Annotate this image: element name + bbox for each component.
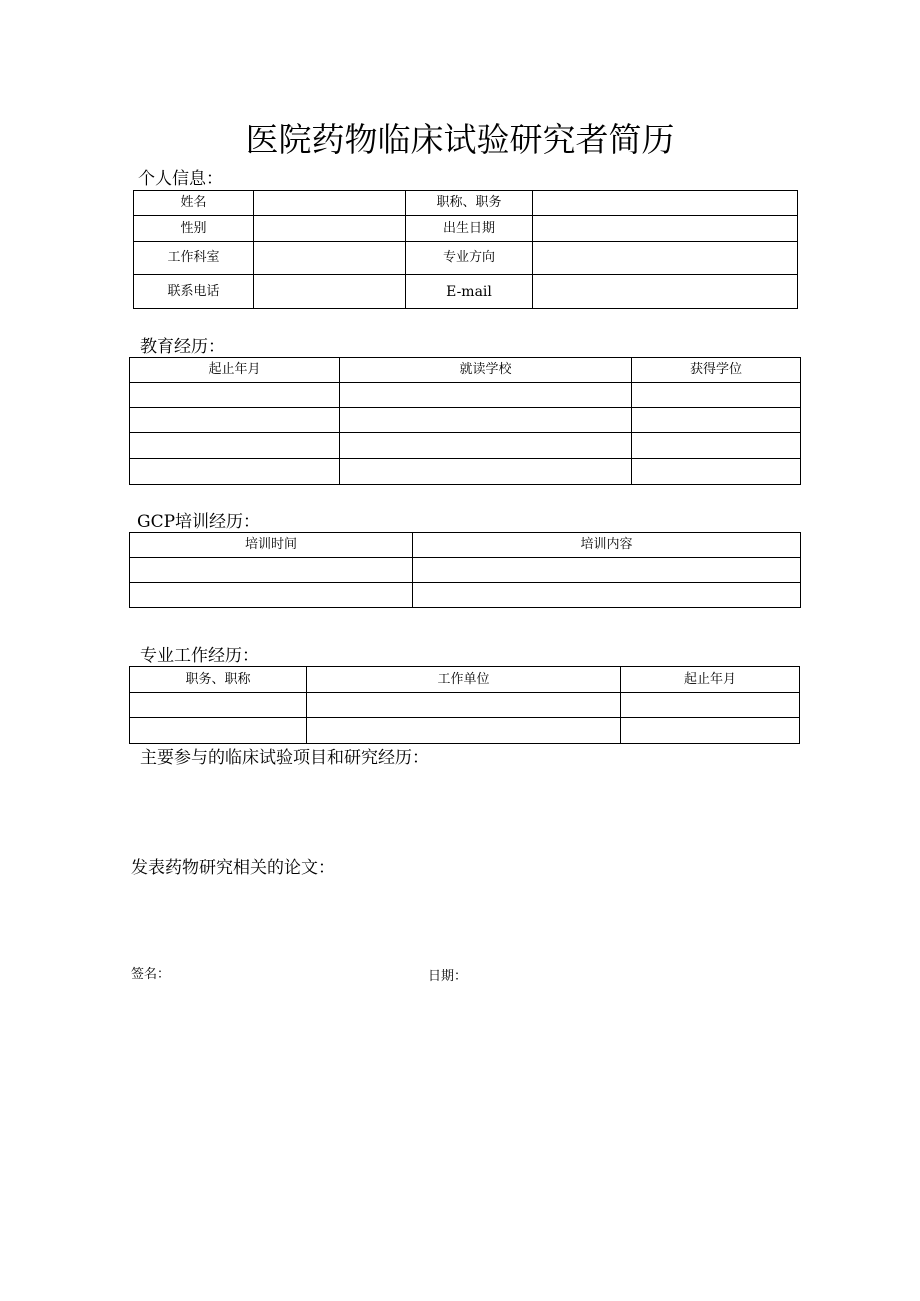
table-cell[interactable] (340, 433, 632, 459)
table-header-row (130, 358, 801, 383)
table-cell[interactable] (413, 583, 801, 608)
table-cell[interactable] (130, 558, 413, 583)
table-cell[interactable] (340, 383, 632, 408)
department-label: 工作科室 (134, 242, 254, 275)
table-cell[interactable] (130, 383, 340, 408)
specialty-field[interactable] (533, 242, 798, 275)
email-field[interactable] (533, 275, 798, 309)
name-label: 姓名 (134, 191, 254, 216)
table-cell[interactable] (632, 459, 801, 485)
column-header: 培训内容 (413, 533, 801, 558)
title-position-label: 职称、职务 (406, 191, 533, 216)
table-row (134, 275, 798, 309)
column-header: 就读学校 (340, 358, 632, 383)
column-header: 起止年月 (130, 358, 340, 383)
table-cell[interactable] (307, 693, 621, 718)
table-cell[interactable] (621, 693, 800, 718)
table-cell[interactable] (130, 459, 340, 485)
table-cell[interactable] (340, 408, 632, 433)
table-cell[interactable] (130, 693, 307, 718)
personal-info-heading: 个人信息： (138, 169, 223, 189)
table-cell[interactable] (413, 558, 801, 583)
table-cell[interactable] (632, 383, 801, 408)
table-row (130, 459, 801, 485)
table-cell[interactable] (130, 718, 307, 744)
table-row (130, 718, 800, 744)
table-row (134, 216, 798, 242)
birth-date-field[interactable] (533, 216, 798, 242)
column-header: 起止年月 (621, 667, 800, 693)
page-title: 医院药物临床试验研究者简历 (245, 120, 675, 159)
table-cell[interactable] (632, 408, 801, 433)
email-label: E-mail (406, 275, 533, 309)
table-row (130, 408, 801, 433)
table-cell[interactable] (621, 718, 800, 744)
department-field[interactable] (254, 242, 406, 275)
work-table (129, 666, 800, 744)
table-cell[interactable] (632, 433, 801, 459)
table-cell[interactable] (130, 433, 340, 459)
table-row (130, 583, 801, 608)
table-cell[interactable] (307, 718, 621, 744)
column-header: 工作单位 (307, 667, 621, 693)
table-cell[interactable] (340, 459, 632, 485)
title-position-field[interactable] (533, 191, 798, 216)
papers-heading: 发表药物研究相关的论文： (131, 858, 335, 878)
phone-field[interactable] (254, 275, 406, 309)
work-heading: 专业工作经历： (140, 646, 259, 666)
personal-info-table (133, 190, 798, 309)
gender-field[interactable] (254, 216, 406, 242)
gender-label: 性别 (134, 216, 254, 242)
gcp-table (129, 532, 801, 608)
table-row (130, 558, 801, 583)
column-header: 职务、职称 (130, 667, 307, 693)
name-field[interactable] (254, 191, 406, 216)
projects-heading: 主要参与的临床试验项目和研究经历： (140, 748, 429, 768)
table-cell[interactable] (130, 408, 340, 433)
table-row (134, 242, 798, 275)
column-header: 获得学位 (632, 358, 801, 383)
birth-date-label: 出生日期 (406, 216, 533, 242)
table-row (130, 383, 801, 408)
table-row (130, 433, 801, 459)
table-cell[interactable] (130, 583, 413, 608)
signature-label: 签名： (131, 967, 171, 982)
table-header-row (130, 667, 800, 693)
table-row (134, 191, 798, 216)
education-table (129, 357, 801, 485)
education-heading: 教育经历： (140, 337, 225, 357)
phone-label: 联系电话 (134, 275, 254, 309)
column-header: 培训时间 (130, 533, 413, 558)
gcp-heading: GCP培训经历： (137, 512, 261, 532)
specialty-label: 专业方向 (406, 242, 533, 275)
table-row (130, 693, 800, 718)
table-header-row (130, 533, 801, 558)
date-label: 日期： (428, 969, 468, 984)
